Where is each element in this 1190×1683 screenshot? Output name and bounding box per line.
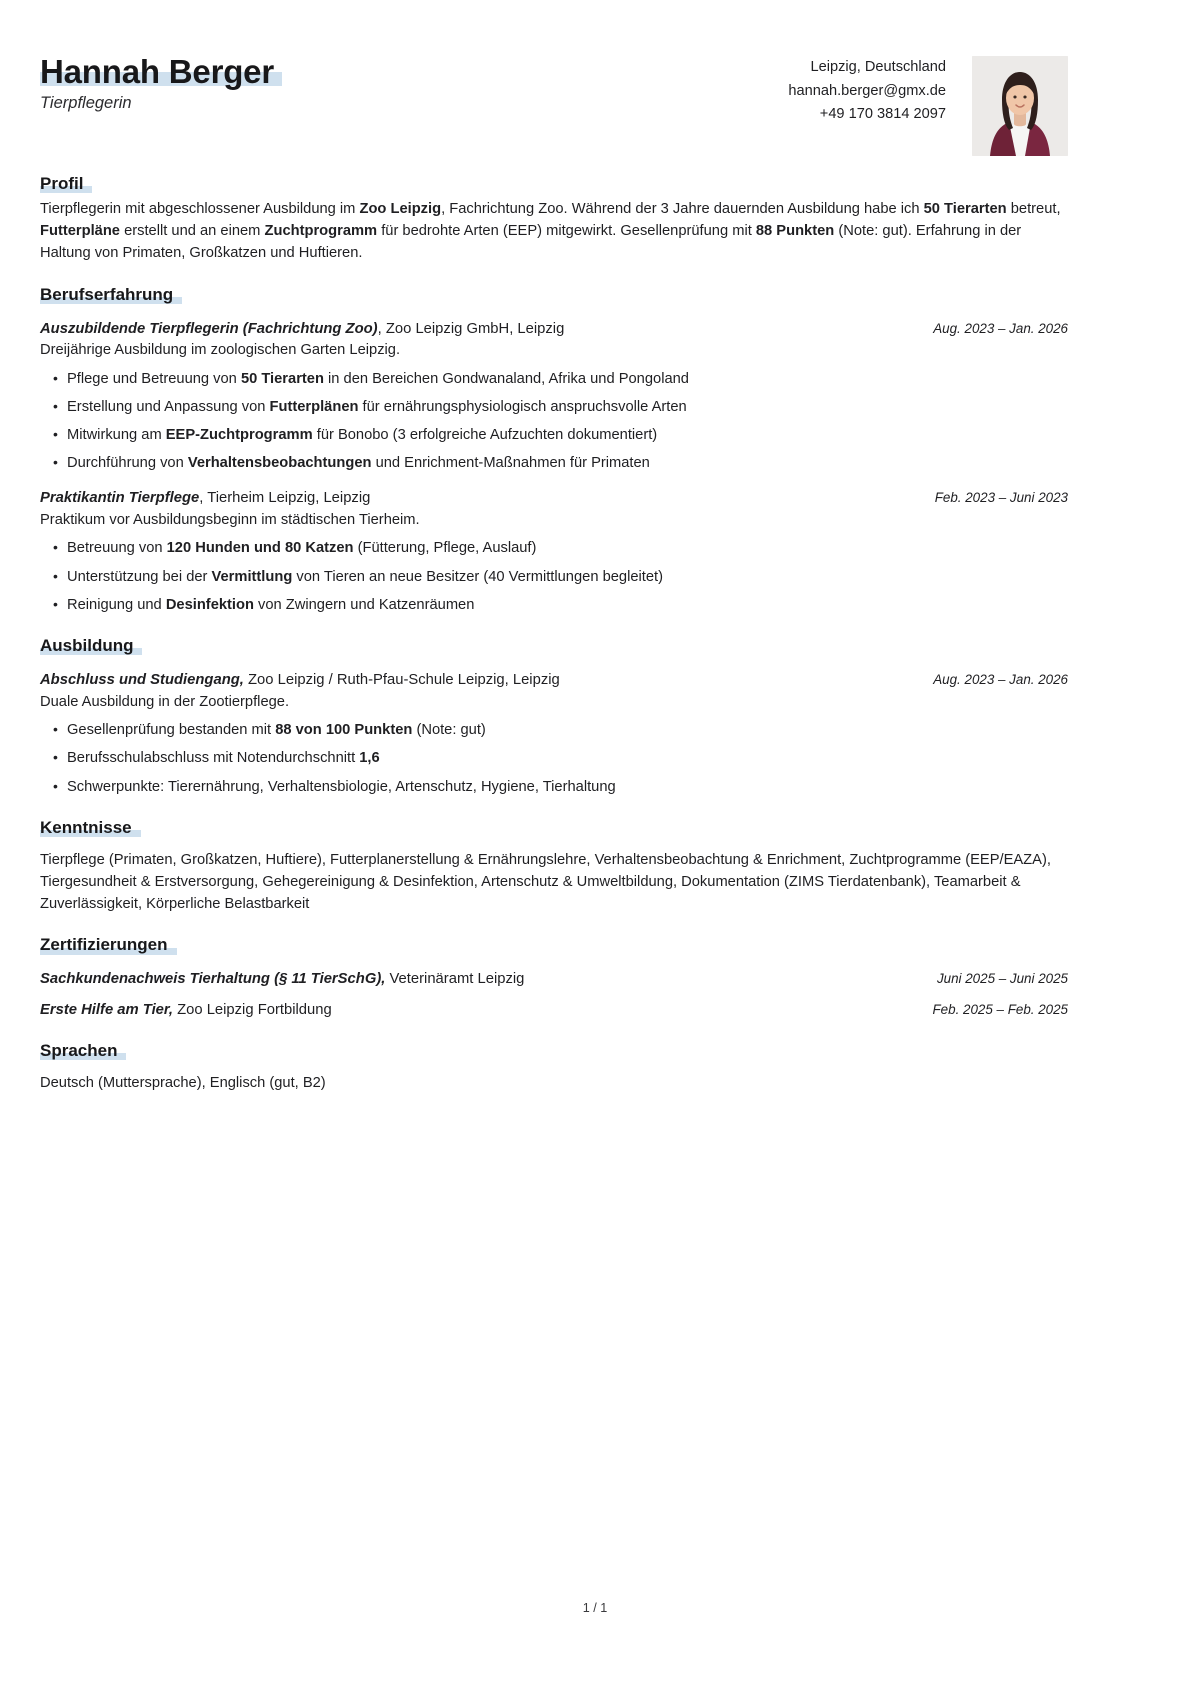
profil-text-2: , Fachrichtung Zoo. Während der 3 Jahre dauernden Ausbildung habe ich <box>441 201 924 218</box>
contact-block <box>788 56 946 127</box>
name-wrapper <box>40 54 274 91</box>
profil-bold-3: Futterpläne <box>40 223 120 239</box>
section-sprachen <box>40 1040 1068 1095</box>
certification-date: Feb. 2025 – Feb. 2025 <box>932 1002 1068 1018</box>
certification-name: Erste Hilfe am Tier, <box>40 1002 173 1019</box>
profil-text-4: erstellt und an einem <box>119 223 265 239</box>
certification-row <box>40 1000 1068 1021</box>
entry-subtitle: Duale Ausbildung in der Zootierpflege. <box>40 693 290 710</box>
experience-entry-list <box>40 319 1068 616</box>
entry-date: Feb. 2023 – Juni 2023 <box>934 490 1068 506</box>
candidate-name: Hannah Berger <box>40 53 274 90</box>
bullet-emphasis: EEP-Zuchtprogramm <box>165 427 313 444</box>
section-zertifizierungen <box>40 934 1068 1021</box>
certification-issuer: Veterinäramt Leipzig <box>385 970 525 987</box>
education-entry <box>40 670 1068 798</box>
profil-bold-4: Zuchtprogramm <box>264 223 378 239</box>
entry-header <box>40 488 1068 509</box>
bullet-emphasis: Vermittlung <box>211 568 293 585</box>
entry-title <box>40 319 564 340</box>
heading-text: Zertifizierungen <box>40 935 168 955</box>
entry-role: Praktikantin Tierpflege <box>40 490 200 507</box>
experience-entry <box>40 488 1068 616</box>
sprachen-text: Deutsch (Muttersprache), Englisch (gut, B2) <box>40 1075 326 1092</box>
section-profil <box>40 173 1068 265</box>
profil-text-3: betreut, <box>1006 201 1061 218</box>
bullet-emphasis: Verhaltensbeobachtungen <box>187 455 372 472</box>
candidate-job-title: Tierpflegerin <box>40 93 132 112</box>
page-indicator: 1 / 1 <box>582 1601 608 1615</box>
section-heading-berufserfahrung <box>40 284 173 305</box>
profil-paragraph <box>40 199 1068 264</box>
entry-date: Aug. 2023 – Jan. 2026 <box>933 672 1068 688</box>
certification-row <box>40 969 1068 990</box>
section-kenntnisse <box>40 817 1068 916</box>
section-heading-kenntnisse <box>40 817 132 838</box>
profil-text-1: Tierpflegerin mit abgeschlossener Ausbildung im <box>40 201 360 218</box>
bullet-item: • Gesellenprüfung bestanden mit 88 von 100 Punkten (Note: gut) <box>40 720 1068 741</box>
identity-block <box>40 38 274 114</box>
bullet-emphasis: 120 Hunden und 80 Katzen <box>166 540 354 557</box>
header-right-block <box>788 38 1068 156</box>
section-heading-profil <box>40 173 83 194</box>
certification-name: Sachkundenachweis Tierhaltung (§ 11 TierSchG), <box>40 970 386 987</box>
entry-organization: , Zoo Leipzig GmbH, Leipzig <box>377 320 565 337</box>
entry-title <box>40 670 560 691</box>
bullet-item: • Unterstützung bei der Vermittlung von Tieren an neue Besitzer (40 Vermittlungen begleitet) <box>40 567 1068 588</box>
contact-email[interactable]: hannah.berger@gmx.de <box>788 82 946 99</box>
section-heading-ausbildung <box>40 635 133 656</box>
portrait-photo <box>972 56 1068 156</box>
entry-bullet-list <box>40 369 1068 475</box>
certification-date: Juni 2025 – Juni 2025 <box>936 970 1068 986</box>
bullet-emphasis: 50 Tierarten <box>240 370 324 387</box>
heading-text: Ausbildung <box>40 635 134 655</box>
certification-issuer: Zoo Leipzig Fortbildung <box>172 1002 332 1019</box>
heading-text: Sprachen <box>40 1040 118 1060</box>
contact-phone: +49 170 3814 2097 <box>819 106 946 123</box>
bullet-emphasis: Futterplänen <box>269 398 359 415</box>
bullet-emphasis: 88 von 100 Punkten <box>275 722 413 739</box>
heading-text: Profil <box>40 174 84 193</box>
section-heading-sprachen <box>40 1040 117 1061</box>
certification-title <box>40 969 524 990</box>
entry-title <box>40 488 370 509</box>
entry-header <box>40 670 1068 691</box>
section-ausbildung <box>40 635 1068 798</box>
section-heading-zertifizierungen <box>40 934 168 955</box>
bullet-emphasis: 1,6 <box>359 750 380 767</box>
bullet-item: • Schwerpunkte: Tierernährung, Verhaltensbiologie, Artenschutz, Hygiene, Tierhaltung <box>40 777 1068 798</box>
bullet-item: • Reinigung und Desinfektion von Zwingern und Katzenräumen <box>40 595 1068 616</box>
profil-bold-1: Zoo Leipzig <box>359 201 442 218</box>
profil-bold-5: 88 Punkten <box>755 223 835 239</box>
bullet-item: • Pflege und Betreuung von 50 Tierarten in den Bereichen Gondwanaland, Afrika und Pongoland <box>40 369 1068 390</box>
entry-organization: Zoo Leipzig / Ruth-Pfau-Schule Leipzig, Leipzig <box>243 672 560 689</box>
entry-subtitle: Praktikum vor Ausbildungsbeginn im städtischen Tierheim. <box>40 512 420 529</box>
section-berufserfahrung <box>40 284 1068 616</box>
entry-subtitle: Dreijährige Ausbildung im zoologischen Garten Leipzig. <box>40 342 401 359</box>
contact-location: Leipzig, Deutschland <box>810 59 946 75</box>
experience-entry <box>40 319 1068 475</box>
bullet-item: • Erstellung und Anpassung von Futterplänen für ernährungsphysiologisch anspruchsvolle Arten <box>40 397 1068 418</box>
profil-bold-2: 50 Tierarten <box>923 201 1007 218</box>
entry-bullet-list <box>40 538 1068 616</box>
profil-text-5: für bedrohte Arten (EEP) mitgewirkt. Gesellenprüfung mit <box>377 223 756 239</box>
bullet-item: • Mitwirkung am EEP-Zuchtprogramm für Bonobo (3 erfolgreiche Aufzuchten dokumentiert) <box>40 425 1068 446</box>
entry-date: Aug. 2023 – Jan. 2026 <box>933 320 1068 336</box>
bullet-item: • Betreuung von 120 Hunden und 80 Katzen (Fütterung, Pflege, Auslauf) <box>40 538 1068 559</box>
certification-list <box>40 969 1068 1021</box>
bullet-emphasis: Desinfektion <box>165 596 254 613</box>
entry-organization: , Tierheim Leipzig, Leipzig <box>199 490 371 507</box>
resume-header <box>40 38 1068 156</box>
profil-text-6: (Note: gut). Erfahrung in der Haltung von Primaten, Großkatzen und Huftieren. <box>40 223 1022 261</box>
entry-header <box>40 319 1068 340</box>
page-footer <box>0 1601 1190 1615</box>
heading-text: Kenntnisse <box>40 817 132 837</box>
bullet-item: • Berufsschulabschluss mit Notendurchschnitt 1,6 <box>40 748 1068 769</box>
bullet-item: • Durchführung von Verhaltensbeobachtungen und Enrichment-Maßnahmen für Primaten <box>40 453 1068 474</box>
entry-role: Auszubildende Tierpflegerin (Fachrichtung Zoo) <box>40 320 378 337</box>
education-entry-list <box>40 670 1068 798</box>
heading-text: Berufserfahrung <box>40 284 174 304</box>
kenntnisse-text: Tierpflege (Primaten, Großkatzen, Huftiere), Futterplanerstellung & Ernährungslehre, Verhaltensbeobachtung & Enrichment, Zuchtprogramme (EEP/EAZA), Tiergesundheit & Erstversorgung, Gehegereinigung & Desinfektion, Artenschutz & Umweltbildung, Dokumentation (ZIMS Tierdatenbank), Teamarbeit & Zuverlässigkeit, Körperliche Belastbarkeit <box>40 852 1051 912</box>
entry-role: Abschluss und Studiengang, <box>40 672 244 689</box>
entry-bullet-list <box>40 720 1068 798</box>
certification-title <box>40 1000 332 1021</box>
